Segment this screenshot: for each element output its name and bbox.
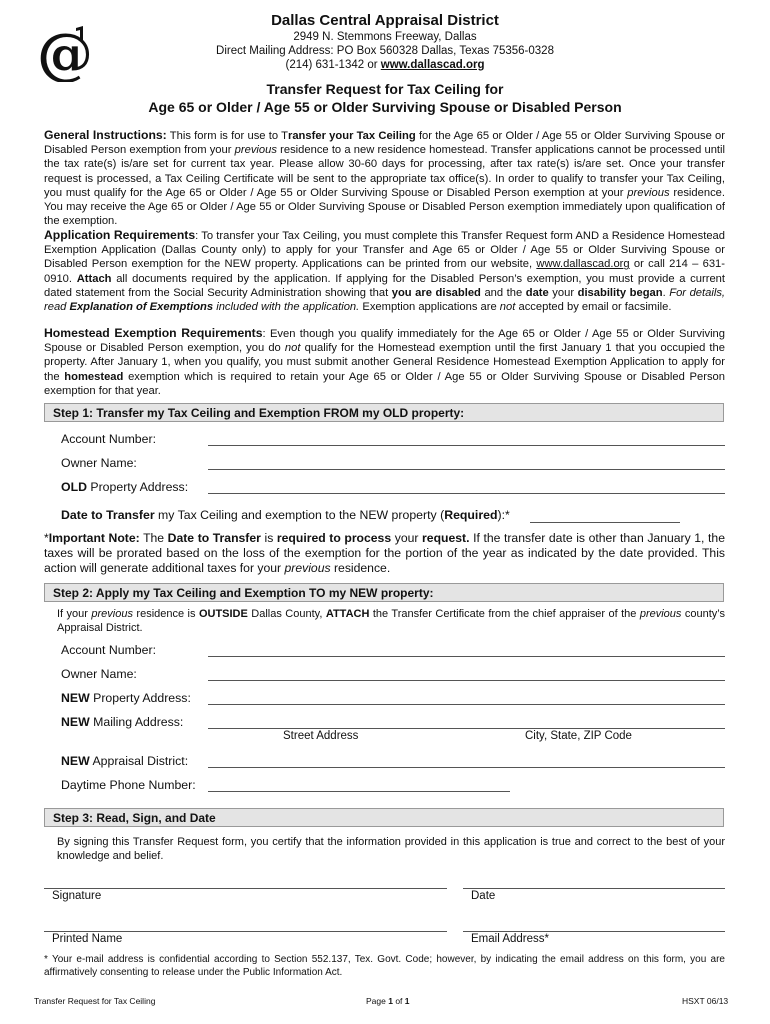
- step2-account-label: Account Number:: [61, 643, 157, 657]
- district-phone: (214) 631-1342: [285, 59, 365, 71]
- street-address-caption: Street Address: [283, 730, 359, 742]
- footer-page-number: Page 1 of 1: [366, 996, 410, 1006]
- step3-certification-text: By signing this Transfer Request form, you certify that the information provided in this application is true and correct to the best of your knowledge and belief.: [57, 836, 725, 863]
- step1-old-address-label: OLD Property Address:: [61, 480, 189, 494]
- date-caption: Date: [471, 890, 496, 902]
- general-instructions-heading: General Instructions:: [44, 128, 167, 142]
- district-contact: (214) 631-1342 or www.dallascad.org: [285, 59, 485, 71]
- step2-new-property-input[interactable]: [208, 704, 725, 705]
- date-input[interactable]: [463, 888, 725, 889]
- email-input[interactable]: [463, 931, 725, 932]
- step1-date-to-transfer-input[interactable]: [530, 522, 680, 523]
- step2-phone-input[interactable]: [208, 791, 510, 792]
- footer-form-name: Transfer Request for Tax Ceiling: [34, 996, 156, 1006]
- form-title-line2: Age 65 or Older / Age 55 or Older Surviving Spouse or Disabled Person: [148, 99, 622, 115]
- homestead-requirements-heading: Homestead Exemption Requirements: [44, 326, 263, 340]
- city-state-zip-caption: City, State, ZIP Code: [525, 730, 632, 742]
- district-address: 2949 N. Stemmons Freeway, Dallas: [293, 31, 477, 43]
- signature-input[interactable]: [44, 888, 447, 889]
- step2-new-district-input[interactable]: [208, 767, 725, 768]
- form-title-line1: Transfer Request for Tax Ceiling for: [266, 81, 504, 97]
- application-requirements-heading: Application Requirements: [44, 228, 196, 242]
- step2-owner-input[interactable]: [208, 680, 725, 681]
- general-instructions: General Instructions: This form is for use to Transfer your Tax Ceiling for the Age 65 or Older / Age 55 or Older Surviving Spouse or Disabled Person exemption from your previous residence to a new residence homestead. Transfer applications cannot be processed until the tax rate(s) is/are set for current tax year. Please allow 30-60 days for processing, after tax rate(s) is/are set. Once your transfer request is processed, a Tax Ceiling Certificate will be sent to the appropriate tax office(s). In order to qualify to transfer your Tax Ceiling, you must qualify for the Age 65 or Older / Age 55 or Older Surviving Spouse or Disabled Person exemption at your previous residence. You may receive the Age 65 or Older / Age 55 or Older Surviving Spouse or Disabled Person exemption immediately upon qualification of the exemption.: [44, 128, 725, 228]
- step2-outside-county-note: If your previous residence is OUTSIDE Dallas County, ATTACH the Transfer Certificate from the chief appraiser of the previous county’s Appraisal District.: [57, 608, 726, 635]
- step1-date-to-transfer-label: Date to Transfer my Tax Ceiling and exemption to the NEW property (Required):*: [61, 508, 510, 522]
- footer-form-code: HSXT 06/13: [682, 996, 729, 1006]
- district-name: Dallas Central Appraisal District: [271, 12, 499, 29]
- step2-new-property-label: NEW Property Address:: [61, 691, 191, 705]
- step1-account-label: Account Number:: [61, 432, 157, 446]
- application-requirements: Application Requirements: To transfer your Tax Ceiling, you must complete this Transfer Request form AND a Residence Homestead Exemption Application (Dallas County only) to apply for your Transfer and Age 65 or Older / Age 55 or Older Surviving Spouse or Disabled Person exemption for the NEW property. Applications can be printed from our website, www.dallascad.org or call 214 – 631- 0910. Attach all documents required by the application. If applying for the Disabled Person’s exemption, you must provide a current dated statement from the Social Security Administration showing that you are disabled and the date your disability began. For details, read Explanation of Exemptions included with the application. Exemption applications are not accepted by email or facsimile.: [44, 228, 726, 314]
- district-website-link[interactable]: www.dallascad.org: [380, 59, 485, 71]
- step2-account-input[interactable]: [208, 656, 725, 657]
- important-note: *Important Note: The Date to Transfer is required to process your request. If the transfer date is other than January 1, the taxes will be prorated based on the loss of the exemption for the portion of the year as indicated by the date provided. This action will generate additional taxes for your previous residence.: [44, 531, 725, 575]
- step3-header: Step 3: Read, Sign, and Date: [44, 808, 724, 827]
- step2-new-mailing-input[interactable]: [208, 728, 725, 729]
- step1-old-address-input[interactable]: [208, 493, 725, 494]
- step2-phone-label: Daytime Phone Number:: [61, 778, 196, 792]
- step1-owner-input[interactable]: [208, 469, 725, 470]
- printed-name-caption: Printed Name: [52, 933, 123, 945]
- website-link[interactable]: www.dallascad.org: [536, 258, 630, 271]
- printed-name-input[interactable]: [44, 931, 447, 932]
- step1-account-input[interactable]: [208, 445, 725, 446]
- email-confidentiality-note: * Your e-mail address is confidential according to Section 552.137, Tex. Govt. Code; however, by indicating the email address on this form, you are affirmatively consenting to release under the Public Information Act.: [44, 954, 725, 978]
- email-caption: Email Address*: [471, 933, 549, 945]
- signature-caption: Signature: [52, 890, 102, 902]
- step2-header: Step 2: Apply my Tax Ceiling and Exemption TO my NEW property:: [44, 583, 724, 602]
- step1-header: Step 1: Transfer my Tax Ceiling and Exemption FROM my OLD property:: [44, 403, 724, 422]
- step2-new-mailing-label: NEW Mailing Address:: [61, 715, 184, 729]
- step1-owner-label: Owner Name:: [61, 456, 137, 470]
- district-mailing-address: Direct Mailing Address: PO Box 560328 Dallas, Texas 75356-0328: [216, 45, 554, 57]
- homestead-requirements: Homestead Exemption Requirements: Even though you qualify immediately for the Age 65 or Older / Age 55 or Older Surviving Spouse or Disabled Person exemption, you do not qualify for the Homestead exemption until the first January 1 that you occupied the property. After January 1, when you qualify, you must submit another General Residence Homestead Exemption Application to apply for the homestead exemption which is required to retain your Age 65 or Older / Age 55 or Older Surviving Spouse or Disabled Person exemption for that year.: [44, 326, 725, 397]
- step2-owner-label: Owner Name:: [61, 667, 137, 681]
- logo-at-glyph: @: [37, 24, 93, 82]
- step2-new-district-label: NEW Appraisal District:: [61, 754, 189, 768]
